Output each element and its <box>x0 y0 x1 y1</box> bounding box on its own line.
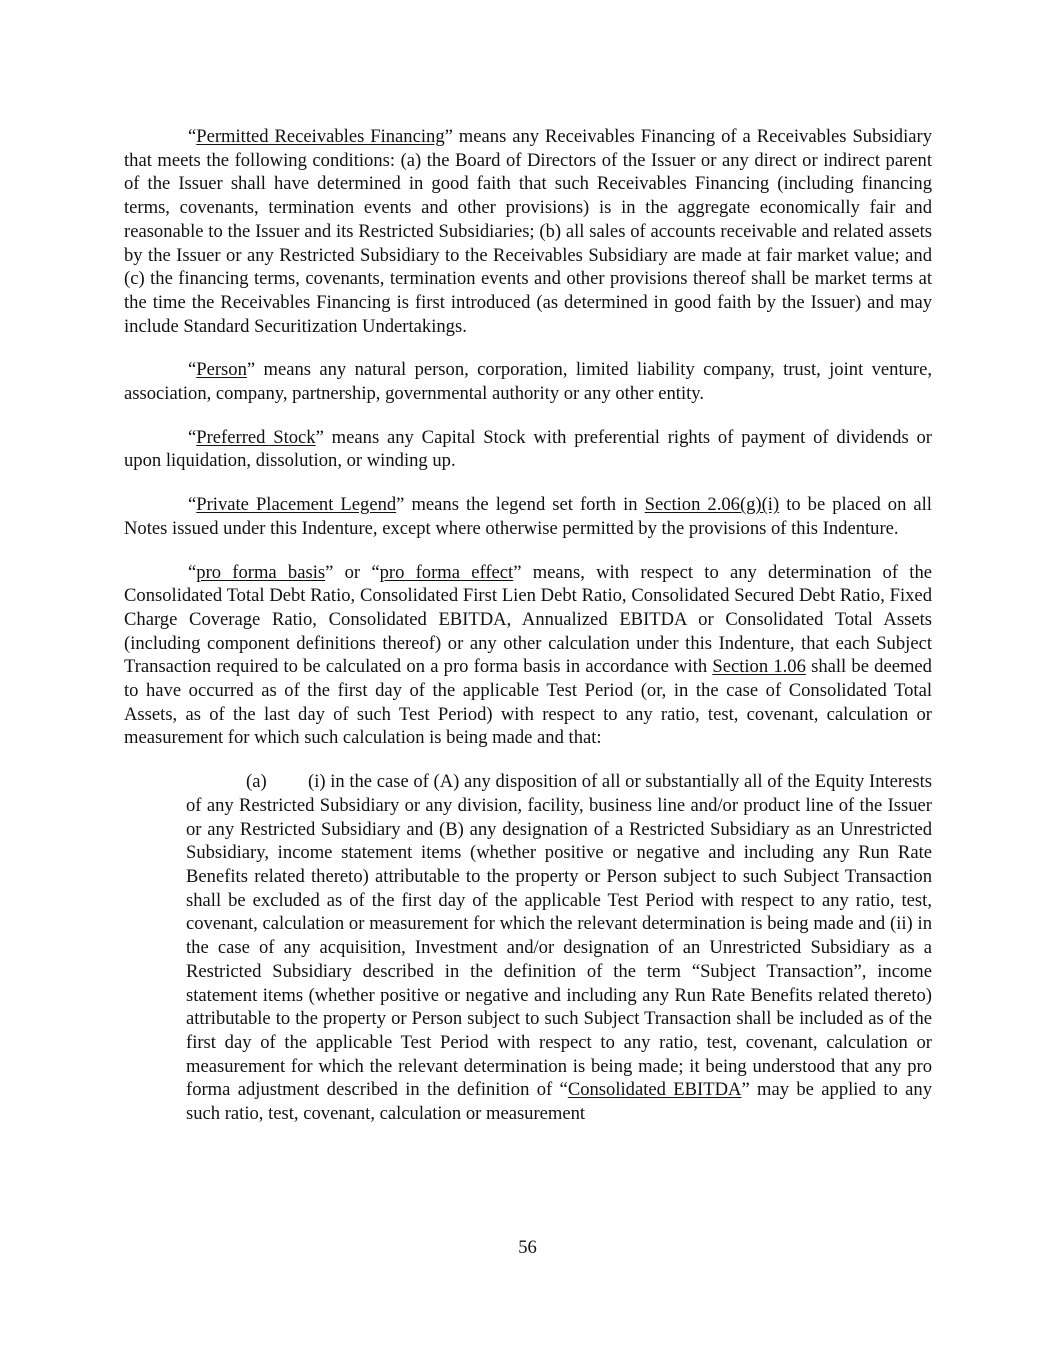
definition-text: ” means, with respect to any determination of the Consolidated Total Debt Ratio, Consolidated First Lien Debt Ratio, Consolidated Secured Debt Ratio, Fixed Charge Coverage Ratio, Consolidated EBITDA, Annualized EBITDA or Consolidated Total Assets (including component definitions thereof) or any other calculation under this Indenture, that each Subject Transaction required to be calculated on a pro forma basis in accordance with <box>124 561 932 678</box>
defined-term: Person <box>196 359 247 381</box>
clause-text: (i) in the case of (A) any disposition of all or substantially all of the Equity Interests of any Restricted Subsidiary or any division, facility, business line and/or product line of the Issuer or any Restricted Subsidiary and (B) any designation of a Restricted Subsidiary as an Unrestricted Subsidiary, income statement items (whether positive or negative and including any Run Rate Benefits related thereto) attributable to the property or Person subject to such Subject Transaction shall be excluded as of the first day of the applicable Test Period with respect to any ratio, test, covenant, calculation or measurement for which the relevant determination is being made and (ii) in the case of any acquisition, Investment and/or designation of an Unrestricted Subsidiary as a Restricted Subsidiary described in the definition of the term “Subject Transaction”, income statement items (whether positive or negative and including any Run Rate Benefits related thereto) attributable to the property or Person subject to such Subject Transaction shall be included as of the first day of the applicable Test Period with respect to any ratio, test, covenant, calculation or measurement for which the relevant determination is being made; it being understood that any pro forma adjustment described in the definition of “ <box>186 771 932 1101</box>
definition-pro-forma-basis <box>124 561 932 751</box>
page-number: 56 <box>518 1237 537 1258</box>
clause-a <box>186 770 932 1126</box>
defined-term: Preferred Stock <box>196 426 316 448</box>
definition-text: ” means any Receivables Financing of a Receivables Subsidiary that meets the following conditions: (a) the Board of Directors of the Issuer or any direct or indirect parent of the Issuer shall have determined in good faith that such Receivables Financing (including financing terms, covenants, termination events and other provisions) is in the aggregate economically fair and reasonable to the Issuer and its Restricted Subsidiaries; (b) all sales of accounts receivable and related assets by the Issuer or any Restricted Subsidiary to the Receivables Subsidiary are made at fair market value; and (c) the financing terms, covenants, termination events and other provisions thereof shall be market terms at the time the Receivables Financing is first introduced (as determined in good faith by the Issuer) and may include Standard Securitization Undertakings. <box>124 126 932 337</box>
clause-label: (a) <box>246 771 267 793</box>
open-quote: “ <box>188 426 197 448</box>
defined-term-reference: Consolidated EBITDA <box>567 1079 742 1101</box>
defined-term: pro forma effect <box>379 561 514 583</box>
definition-permitted-receivables-financing <box>124 125 932 338</box>
definition-text: ” or “ <box>325 561 380 583</box>
open-quote: “ <box>188 494 197 516</box>
definition-text: ” means any natural person, corporation, limited liability company, trust, joint venture, association, company, partnership, governmental authority or any other entity. <box>124 359 932 405</box>
defined-term: pro forma basis <box>196 561 326 583</box>
defined-term: Private Placement Legend <box>196 494 397 516</box>
definition-text: shall be deemed to have occurred as of the first day of the applicable Test Period (or, in the case of Consolidated Total Assets, as of the last day of such Test Period) with respect to any ratio, test, covenant, calculation or measurement for which such calculation is being made and that: <box>124 656 932 749</box>
section-reference: Section 1.06 <box>712 656 806 678</box>
document-page <box>124 125 932 1126</box>
definition-preferred-stock <box>124 426 932 473</box>
defined-term: Permitted Receivables Financing <box>196 126 445 147</box>
clause-text: ” may be applied to any such ratio, test, covenant, calculation or measurement <box>186 1079 932 1125</box>
definition-text: to be placed on all Notes issued under this Indenture, except where otherwise permitted by the provisions of this Indenture. <box>124 494 932 539</box>
definition-private-placement-legend <box>124 493 932 540</box>
definition-text: ” means the legend set forth in <box>396 494 645 516</box>
definition-person <box>124 358 932 405</box>
open-quote: “ <box>188 126 197 147</box>
open-quote: “ <box>188 359 197 381</box>
definition-text: ” means any Capital Stock with preferential rights of payment of dividends or upon liquidation, dissolution, or winding up. <box>124 426 932 472</box>
section-reference: Section 2.06(g)(i) <box>644 494 780 516</box>
open-quote: “ <box>188 561 197 583</box>
